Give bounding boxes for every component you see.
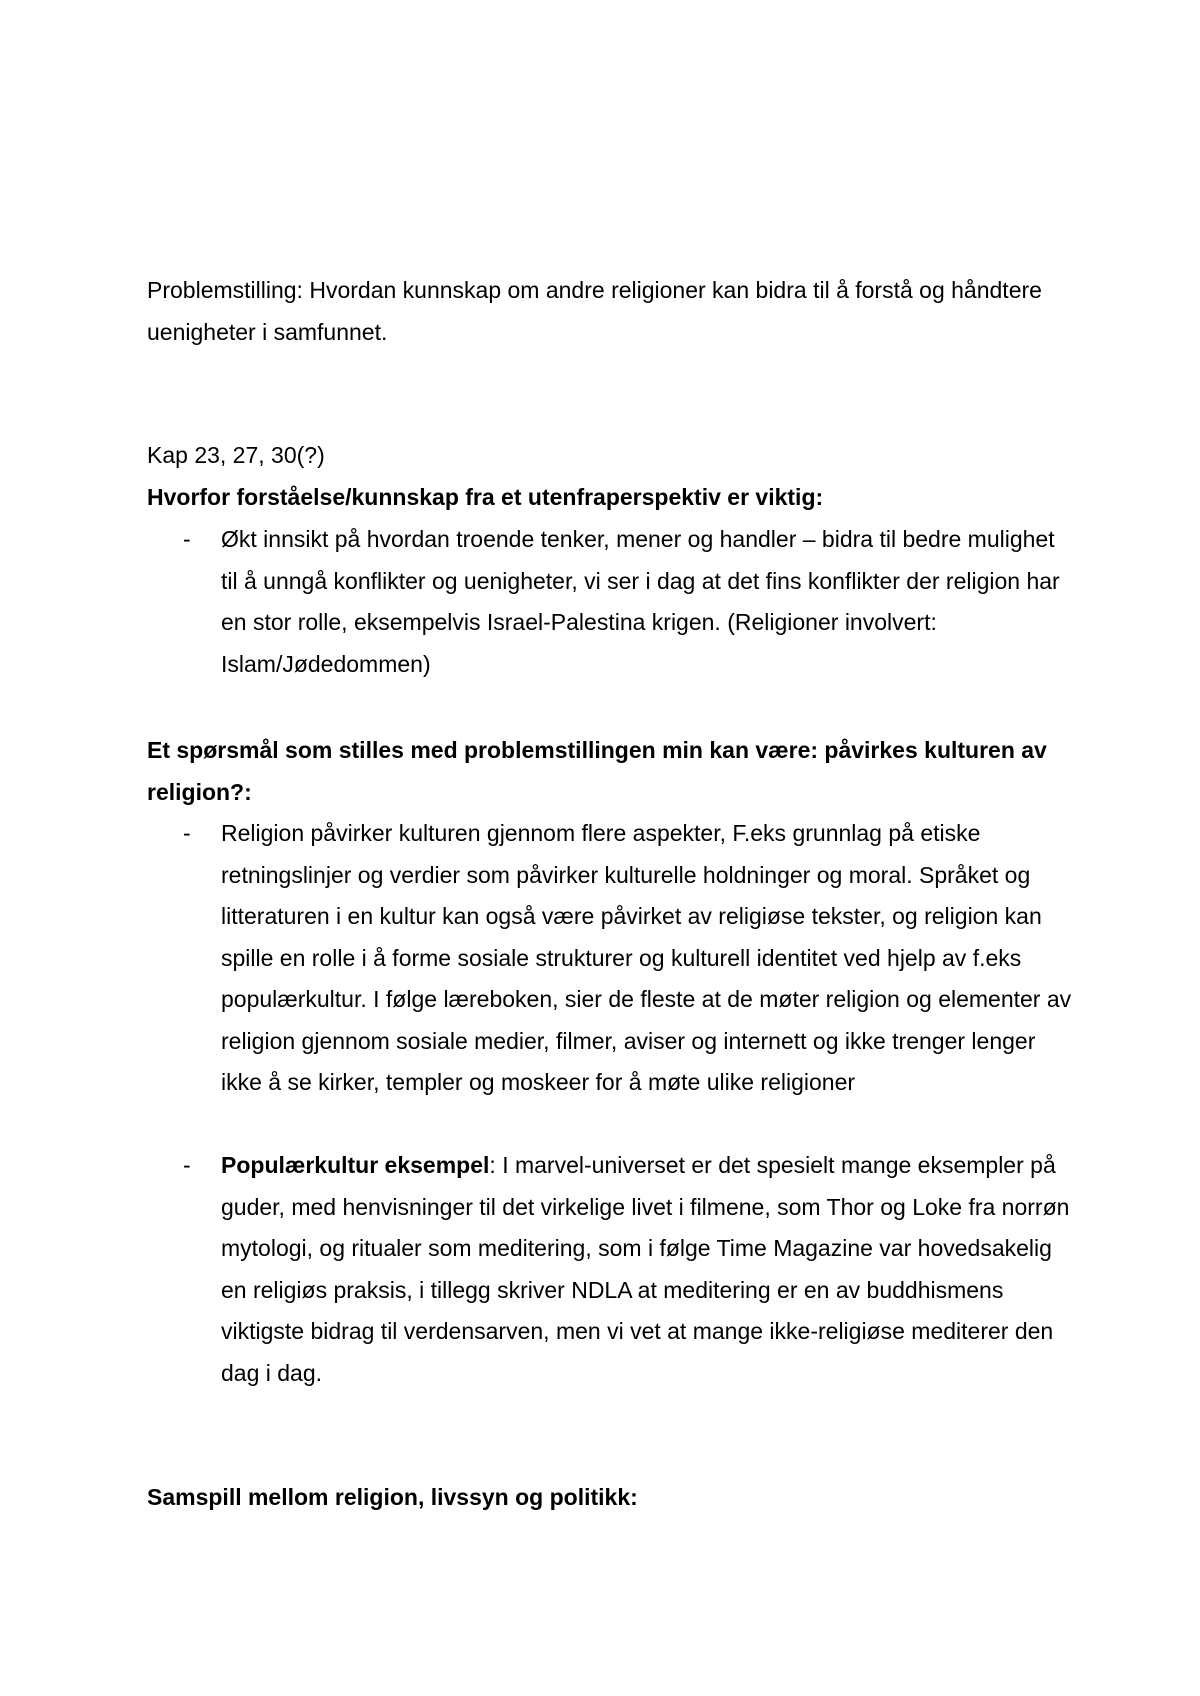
bullet-text: : I marvel-universet er det spesielt mange eksempler på guder, med henvisninger til det virkelige livet i filmene, som Thor og Loke fra norrøn mytologi, og ritualer som meditering, som i følge Time Magazine var hovedsakelig en religiøs praksis, i tillegg skriver NDLA at meditering er en av buddhismens viktigste bidrag til verdensarven, men vi vet at mange ikke-religiøse mediterer den dag i dag. bbox=[221, 1152, 1070, 1386]
problem-statement: Problemstilling: Hvordan kunnskap om andre religioner kan bidra til å forstå og håndtere uenigheter i samfunnet. bbox=[147, 277, 1042, 345]
list-item bbox=[147, 519, 1077, 685]
bullet-dash: - bbox=[183, 1152, 191, 1178]
bullet-list-perspective bbox=[147, 519, 1077, 685]
bullet-bold-lead: Populærkultur eksempel bbox=[221, 1152, 490, 1178]
list-item bbox=[147, 1145, 1077, 1394]
list-item bbox=[147, 813, 1077, 1104]
bullet-text: Økt innsikt på hvordan troende tenker, mener og handler – bidra til bedre mulighet til å unngå konflikter og uenigheter, vi ser i dag at det fins konflikter der religion har en stor rolle, eksempelvis Israel-Palestina krigen. (Religioner involvert: Islam/Jødedommen) bbox=[221, 526, 1060, 677]
chapter-reference: Kap 23, 27, 30(?) bbox=[147, 442, 325, 468]
bullet-dash: - bbox=[183, 820, 191, 846]
section-heading-perspective: Hvorfor forståelse/kunnskap fra et utenfraperspektiv er viktig: bbox=[147, 484, 824, 510]
bullet-list-culture bbox=[147, 813, 1077, 1394]
section-heading-politics: Samspill mellom religion, livssyn og politikk: bbox=[147, 1484, 638, 1510]
bullet-text: Religion påvirker kulturen gjennom flere aspekter, F.eks grunnlag på etiske retningslinjer og verdier som påvirker kulturelle holdninger og moral. Språket og litteraturen i en kultur kan også være påvirket av religiøse tekster, og religion kan spille en rolle i å forme sosiale strukturer og kulturell identitet ved hjelp av f.eks populærkultur. I følge læreboken, sier de fleste at de møter religion og elementer av religion gjennom sosiale medier, filmer, aviser og internett og ikke trenger lenger ikke å se kirker, templer og moskeer for å møte ulike religioner bbox=[221, 820, 1072, 1095]
section-heading-culture: Et spørsmål som stilles med problemstillingen min kan være: påvirkes kulturen av religion?: bbox=[147, 737, 1047, 805]
bullet-dash: - bbox=[183, 526, 191, 552]
